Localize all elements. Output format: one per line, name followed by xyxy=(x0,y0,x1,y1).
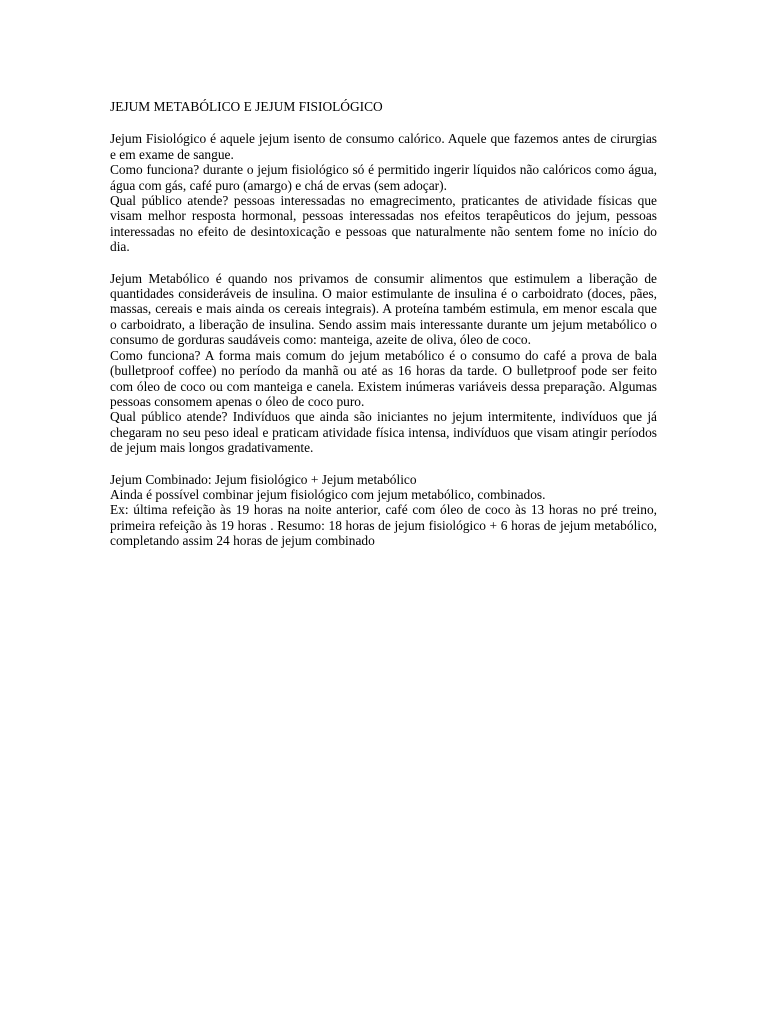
paragraph: Ex: última refeição às 19 horas na noite anterior, café com óleo de coco às 13 horas no pré treino, primeira refeição às 19 horas . Resumo: 18 horas de jejum fisiológico + 6 horas de jejum metabólico, completando assim 24 horas de jejum combinado xyxy=(110,502,657,549)
document-page xyxy=(110,99,657,565)
paragraph: Jejum Fisiológico é aquele jejum isento de consumo calórico. Aquele que fazemos antes de cirurgias e em exame de sangue. xyxy=(110,131,657,162)
paragraph: Qual público atende? Indivíduos que ainda são iniciantes no jejum intermitente, indivíduos que já chegaram no seu peso ideal e praticam atividade física intensa, indivíduos que visam atingir períodos de jejum mais longos gradativamente. xyxy=(110,409,657,456)
paragraph: Ainda é possível combinar jejum fisiológico com jejum metabólico, combinados. xyxy=(110,486,546,502)
section-jejum-fisiologico xyxy=(110,131,657,254)
section-jejum-combinado xyxy=(110,472,657,549)
paragraph: Qual público atende? pessoas interessadas no emagrecimento, praticantes de atividade físicas que visam melhor resposta hormonal, pessoas interessadas nos efeitos terapêuticos do jejum, pessoas interessadas no efeito de desintoxicação e pessoas que naturalmente não sentem fome no início do dia. xyxy=(110,193,657,255)
paragraph: Jejum Combinado: Jejum fisiológico + Jejum metabólico xyxy=(110,471,417,487)
paragraph: Como funciona? durante o jejum fisiológico só é permitido ingerir líquidos não calóricos como água, água com gás, café puro (amargo) e chá de ervas (sem adoçar). xyxy=(110,162,657,193)
paragraph: Como funciona? A forma mais comum do jejum metabólico é o consumo do café a prova de bala (bulletproof coffee) no período da manhã ou até as 16 horas da tarde. O bulletproof pode ser feito com óleo de coco ou com manteiga e canela. Existem inúmeras variáveis dessa preparação. Algumas pessoas consomem apenas o óleo de coco puro. xyxy=(110,347,657,409)
section-jejum-metabolico xyxy=(110,271,657,456)
paragraph: Jejum Metabólico é quando nos privamos de consumir alimentos que estimulem a liberação de quantidades consideráveis de insulina. O maior estimulante de insulina é o carboidrato (doces, pães, massas, cereais e mais ainda os cereais integrais). A proteína também estimula, em menor escala que o carboidrato, a liberação de insulina. Sendo assim mais interessante durante um jejum metabólico o consumo de gorduras saudáveis como: manteiga, azeite de oliva, óleo de coco. xyxy=(110,270,657,348)
document-title: JEJUM METABÓLICO E JEJUM FISIOLÓGICO xyxy=(110,99,383,114)
